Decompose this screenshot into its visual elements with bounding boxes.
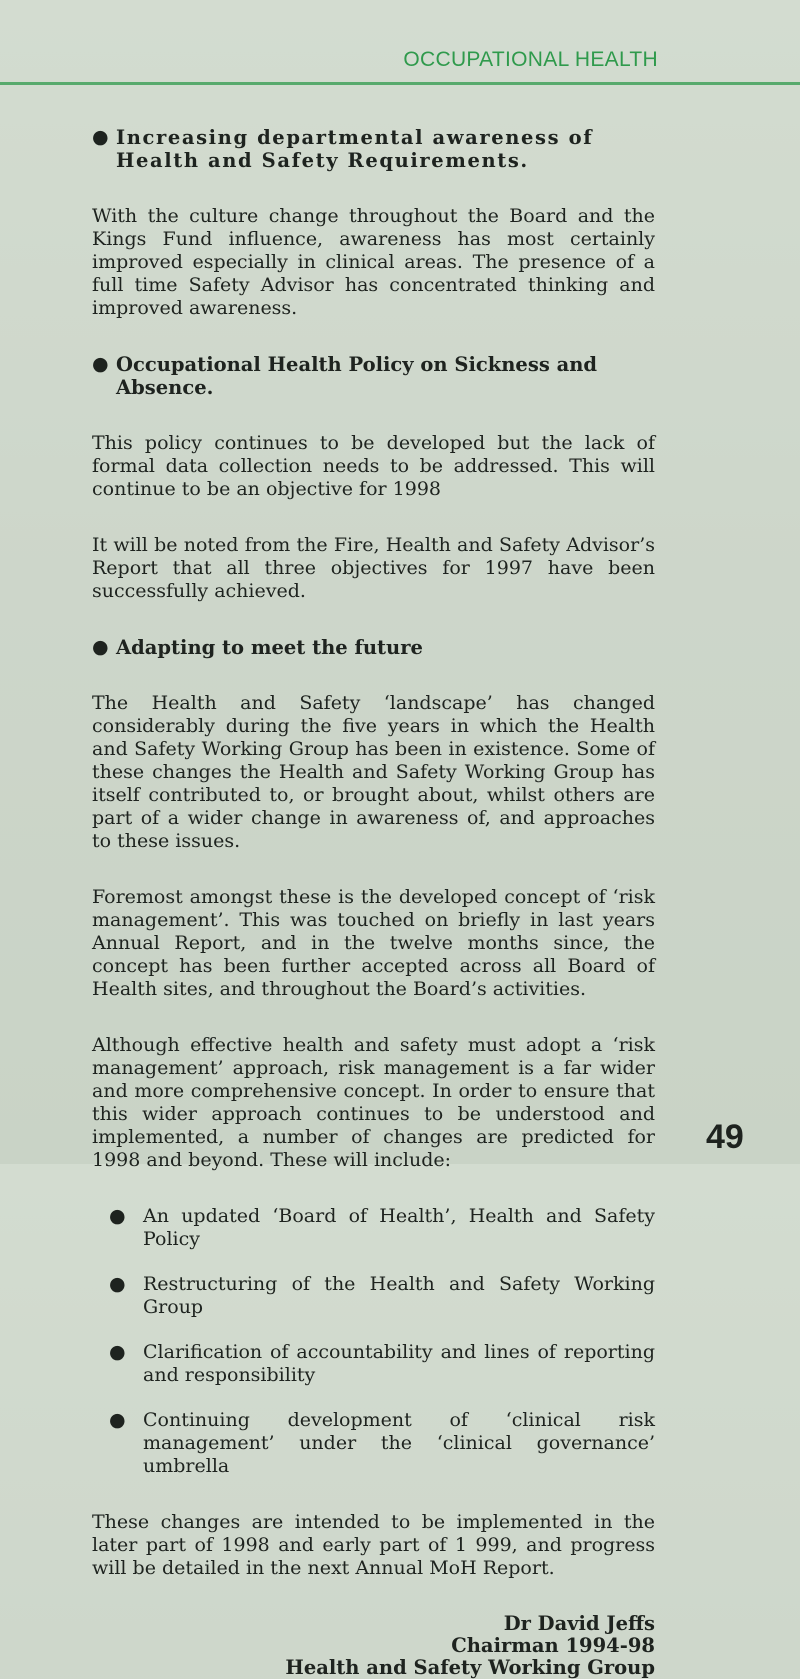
heading-text: Occupational Health Policy on Sickness and Absence. [116, 353, 598, 399]
paragraph: Foremost amongst these is the developed concept of ‘risk management’. This was touched on briefly in last years Annual Report, and in the twelve months since, the concept has been further accepted across all Board of Health sites, and throughout the Board’s activities. [92, 886, 655, 1000]
heading-text: Increasing departmental awareness of Health and Safety Requirements. [116, 126, 594, 172]
running-head: OCCUPATIONAL HEALTH [403, 48, 658, 71]
list-item [92, 1341, 655, 1387]
paragraph: The Health and Safety ‘landscape’ has changed considerably during the five years in which the Health and Safety Working Group has been in existence. Some of these changes the Health and Safety Working Group has itself contributed to, or brought about, whilst others are part of a wider change in awareness of, and approaches to these issues. [92, 692, 655, 852]
signature-title: Chairman 1994-98 [451, 1634, 655, 1657]
bullet-icon: ● [109, 1341, 126, 1363]
section-heading-adapting [92, 636, 655, 659]
section-heading-sickness-policy [92, 353, 655, 399]
list-item [92, 1409, 655, 1478]
bullet-icon: ● [109, 1273, 126, 1295]
bullet-icon: ● [109, 1205, 126, 1227]
paragraph: With the culture change throughout the Board and the Kings Fund influence, awareness has most certainly improved especially in clinical areas. The presence of a full time Safety Advisor has concentrated thinking and improved awareness. [92, 205, 655, 319]
signature-group: Health and Safety Working Group [285, 1656, 655, 1679]
list-item [92, 1273, 655, 1319]
bullet-icon: ● [92, 636, 109, 658]
bullet-icon: ● [109, 1409, 126, 1431]
bullet-icon: ● [92, 353, 109, 375]
list-item-text: Continuing development of ‘clinical risk management’ under the ‘clinical governance’ umbrella [143, 1409, 655, 1477]
page-number: 49 [706, 1118, 744, 1156]
list-item-text: An updated ‘Board of Health’, Health and Safety Policy [143, 1205, 655, 1250]
paragraph: Although effective health and safety must adopt a ‘risk management’ approach, risk management is a far wider and more comprehensive concept. In order to ensure that this wider approach continues to be understood and implemented, a number of changes are predicted for 1998 and beyond. These will include: [92, 1034, 655, 1171]
header-rule [0, 82, 800, 85]
signature-block [92, 1613, 655, 1679]
list-item-text: Restructuring of the Health and Safety Working Group [143, 1273, 655, 1318]
list-item-text: Clarification of accountability and lines of reporting and responsibility [143, 1341, 655, 1386]
bullet-icon: ● [92, 126, 111, 148]
list-item [92, 1205, 655, 1251]
paragraph: It will be noted from the Fire, Health and Safety Advisor’s Report that all three objectives for 1997 have been successfully achieved. [92, 534, 655, 602]
section-heading-departmental-awareness [92, 126, 655, 172]
closing-paragraph: These changes are intended to be implemented in the later part of 1998 and early part of 1 999, and progress will be detailed in the next Annual MoH Report. [92, 1511, 655, 1579]
paragraph: This policy continues to be developed but the lack of formal data collection needs to be addressed. This will continue to be an objective for 1998 [92, 432, 655, 500]
heading-text: Adapting to meet the future [116, 636, 423, 659]
page-content [92, 126, 655, 1679]
signature-name: Dr David Jeffs [503, 1612, 655, 1635]
change-list [92, 1205, 655, 1478]
